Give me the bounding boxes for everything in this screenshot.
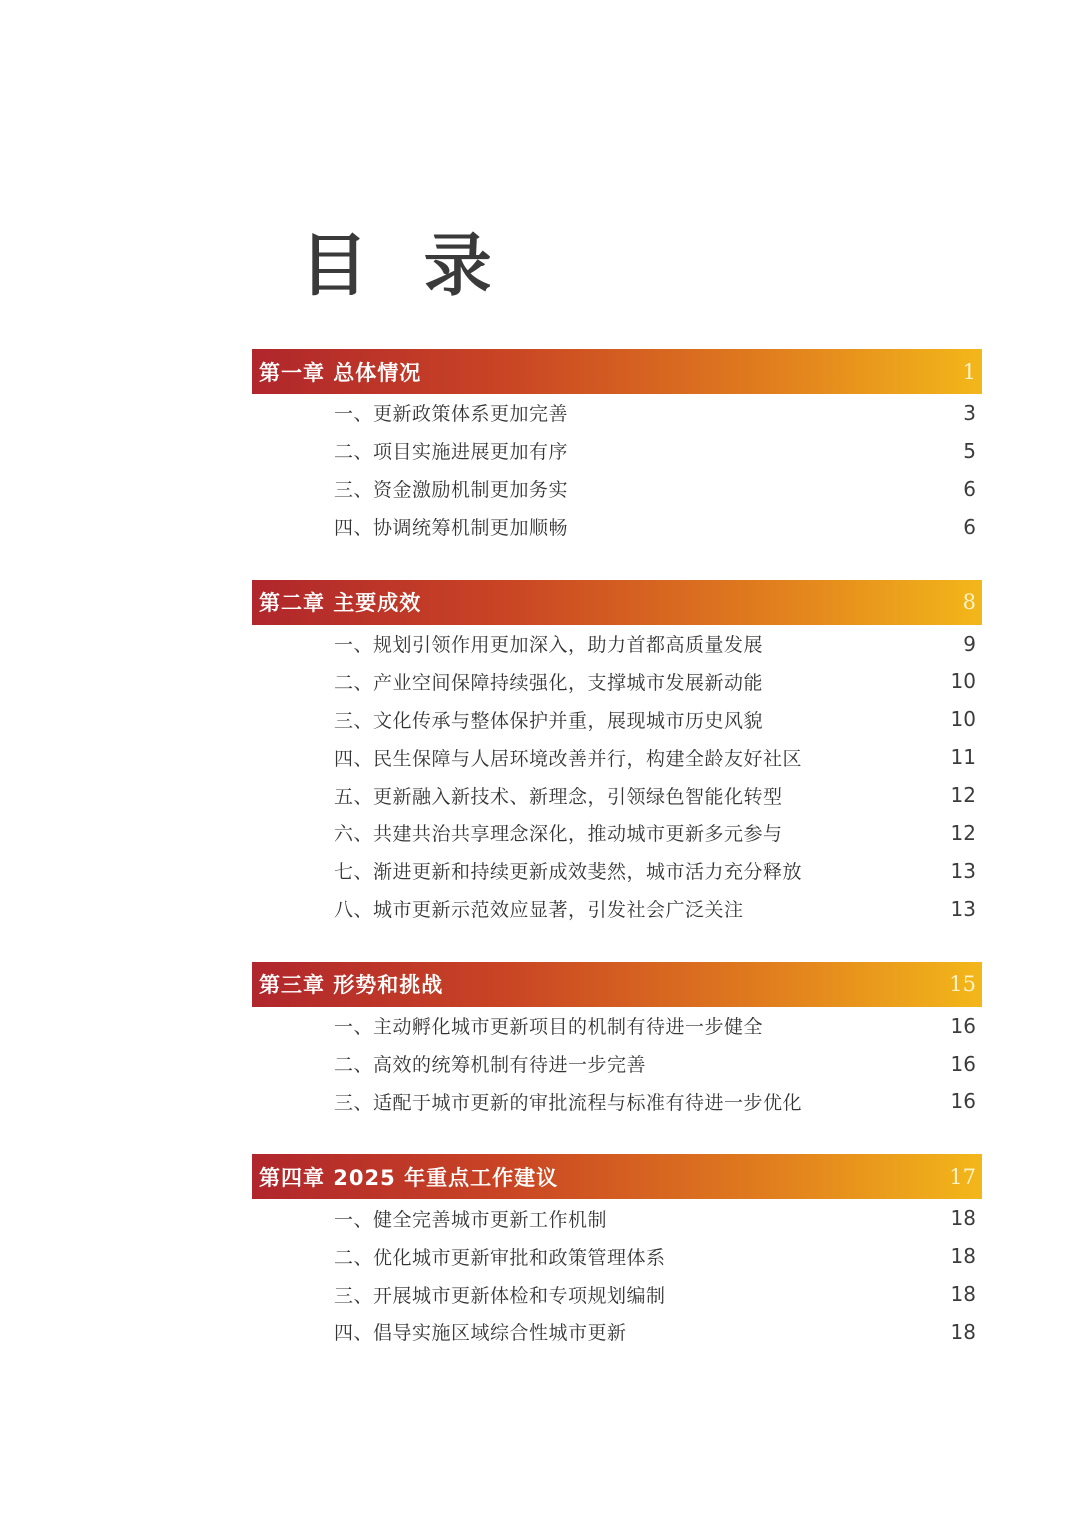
chapter-header[interactable] [252, 1154, 982, 1199]
toc-entry-page: 12 [950, 820, 976, 845]
toc-entry-page: 6 [963, 476, 976, 501]
toc-entry-title: 八、城市更新示范效应显著，引发社会广泛关注 [334, 899, 744, 922]
toc-entry-page: 18 [950, 1319, 976, 1344]
toc-entry-title: 二、高效的统筹机制有待进一步完善 [334, 1054, 647, 1077]
toc-entry-title: 三、适配于城市更新的审批流程与标准有待进一步优化 [334, 1091, 803, 1114]
chapter-3 [252, 962, 982, 1121]
toc-entry-title: 三、开展城市更新体检和专项规划编制 [334, 1284, 666, 1307]
toc-entry-page: 18 [950, 1244, 976, 1269]
chapter-page-number: 1 [962, 359, 976, 384]
chapter-title: 第二章 主要成效 [259, 591, 422, 616]
toc-entry[interactable] [252, 662, 982, 700]
toc-entry-page: 16 [950, 1089, 976, 1114]
toc-entry[interactable] [252, 1199, 982, 1237]
chapter-4 [252, 1154, 982, 1351]
chapter-page-number: 15 [949, 972, 976, 997]
section-list [252, 1007, 982, 1121]
toc-entry-page: 16 [950, 1013, 976, 1038]
toc-entry-title: 一、健全完善城市更新工作机制 [334, 1208, 608, 1231]
toc-entry[interactable] [252, 1275, 982, 1313]
toc-entry-title: 四、协调统筹机制更加顺畅 [334, 517, 569, 540]
section-list [252, 394, 982, 546]
toc-entry-title: 一、更新政策体系更加完善 [334, 403, 569, 426]
toc-entry-page: 5 [963, 438, 976, 463]
section-list [252, 1199, 982, 1351]
toc-entry-page: 6 [963, 514, 976, 539]
toc-entry[interactable] [252, 738, 982, 776]
toc-entry[interactable] [252, 394, 982, 432]
chapter-title: 第四章 2025 年重点工作建议 [259, 1165, 559, 1190]
toc-entry-page: 10 [950, 669, 976, 694]
toc-entry[interactable] [252, 852, 982, 890]
section-list [252, 625, 982, 928]
chapter-1 [252, 349, 982, 546]
toc-entry-title: 二、项目实施进展更加有序 [334, 441, 569, 464]
toc-entry[interactable] [252, 1007, 982, 1045]
chapter-page-number: 8 [962, 590, 976, 615]
toc-entry-page: 18 [950, 1282, 976, 1307]
toc-entry-title: 一、规划引领作用更加深入，助力首都高质量发展 [334, 634, 764, 656]
toc-entry[interactable] [252, 890, 982, 928]
toc-entry[interactable] [252, 1313, 982, 1351]
chapter-header[interactable] [252, 349, 982, 394]
toc-entry-title: 七、渐进更新和持续更新成效斐然，城市活力充分释放 [334, 861, 803, 884]
chapter-2 [252, 580, 982, 928]
table-of-contents [252, 349, 982, 1385]
toc-entry[interactable] [252, 700, 982, 738]
chapter-header[interactable] [252, 580, 982, 625]
toc-entry-page: 18 [950, 1206, 976, 1231]
toc-entry-page: 9 [963, 631, 976, 656]
toc-entry-title: 二、产业空间保障持续强化，支撑城市发展新动能 [334, 671, 764, 694]
chapter-title: 第三章 形势和挑战 [259, 973, 444, 998]
chapter-page-number: 17 [949, 1164, 976, 1189]
toc-entry[interactable] [252, 508, 982, 546]
toc-entry[interactable] [252, 776, 982, 814]
toc-entry[interactable] [252, 432, 982, 470]
toc-entry-page: 12 [950, 783, 976, 808]
toc-entry[interactable] [252, 1237, 982, 1275]
toc-entry-title: 一、主动孵化城市更新项目的机制有待进一步健全 [334, 1016, 764, 1039]
toc-entry-page: 16 [950, 1051, 976, 1076]
toc-entry[interactable] [252, 814, 982, 852]
toc-entry-page: 3 [963, 400, 976, 425]
toc-entry-title: 六、共建共治共享理念深化，推动城市更新多元参与 [334, 823, 783, 846]
toc-entry-title: 三、文化传承与整体保护并重，展现城市历史风貌 [334, 709, 764, 732]
chapter-header[interactable] [252, 962, 982, 1007]
toc-entry[interactable] [252, 625, 982, 663]
toc-entry-page: 13 [950, 858, 976, 883]
toc-entry[interactable] [252, 1082, 982, 1120]
toc-entry-page: 10 [950, 707, 976, 732]
toc-entry-page: 11 [950, 745, 976, 770]
toc-entry[interactable] [252, 470, 982, 508]
toc-entry-title: 三、资金激励机制更加务实 [334, 479, 569, 502]
toc-entry-title: 二、优化城市更新审批和政策管理体系 [334, 1246, 666, 1269]
toc-entry-title: 四、倡导实施区域综合性城市更新 [334, 1322, 627, 1345]
toc-entry[interactable] [252, 1045, 982, 1083]
chapter-title: 第一章 总体情况 [259, 360, 422, 385]
toc-entry-title: 五、更新融入新技术、新理念，引领绿色智能化转型 [334, 785, 783, 808]
page-title: 目 录 [300, 227, 508, 306]
toc-entry-page: 13 [950, 896, 976, 921]
toc-entry-title: 四、民生保障与人居环境改善并行，构建全龄友好社区 [334, 747, 803, 770]
